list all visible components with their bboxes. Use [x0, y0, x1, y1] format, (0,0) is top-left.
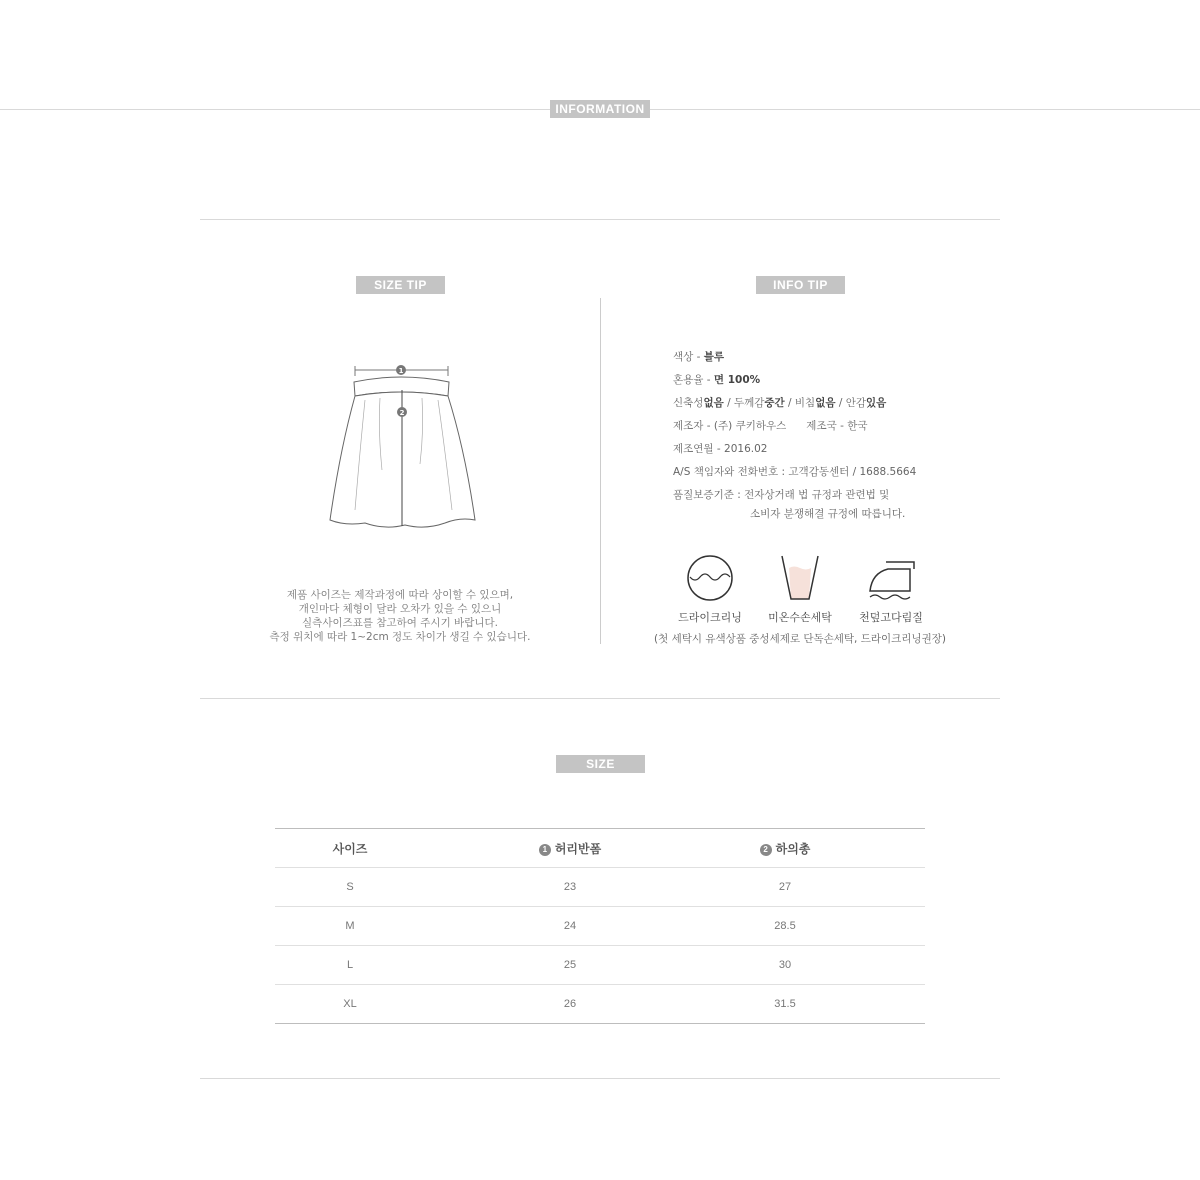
info-date: 제조연월 - 2016.02 — [673, 443, 768, 455]
divider-bottom — [200, 1078, 1000, 1079]
cell-waist: 26 — [425, 985, 715, 1024]
size-table — [275, 828, 925, 1024]
care-iron — [846, 553, 936, 625]
cell-length: 30 — [715, 946, 855, 985]
table-header-row — [275, 829, 925, 868]
care-label: 천덮고다림질 — [859, 611, 923, 624]
info-quality: 품질보증기준 : 전자상거래 법 규정과 관련법 및 — [673, 489, 890, 501]
cell-waist: 25 — [425, 946, 715, 985]
care-note: (첫 세탁시 유색상품 중성세제로 단독손세탁, 드라이크리닝권장) — [654, 633, 946, 645]
care-label: 미온수손세탁 — [768, 611, 832, 624]
marker-1-label: 1 — [398, 367, 404, 375]
size-note — [200, 588, 600, 644]
care-dry-cleaning — [665, 553, 755, 625]
cell-waist: 24 — [425, 907, 715, 946]
info-tip-title: INFO TIP — [756, 276, 845, 294]
info-maker: 제조자 - (주) 쿠키하우스 제조국 - 한국 — [673, 420, 868, 432]
info-quality-cont: 소비자 분쟁해결 규정에 따릅니다. — [750, 508, 906, 520]
cell-length: 31.5 — [715, 985, 855, 1024]
table-row — [275, 946, 925, 985]
header-size: 사이즈 — [275, 829, 425, 868]
size-note-line: 개인마다 체형이 달라 오차가 있을 수 있으니 — [298, 603, 502, 615]
information-title: INFORMATION — [550, 100, 650, 118]
size-note-line: 제품 사이즈는 제작과정에 따라 상이할 수 있으며, — [286, 589, 514, 601]
dry-cleaning-icon — [685, 553, 735, 603]
info-color: 색상 - 블루 — [673, 351, 725, 363]
marker-2-label: 2 — [399, 409, 405, 417]
cell-length: 28.5 — [715, 907, 855, 946]
care-hand-wash — [755, 553, 845, 625]
size-title: SIZE — [556, 755, 645, 773]
info-list — [673, 346, 993, 526]
cell-waist: 23 — [425, 868, 715, 907]
iron-with-cloth-icon — [866, 553, 916, 603]
cell-size: L — [275, 946, 425, 985]
header-waist: 1 허리반폼 — [425, 829, 715, 868]
info-properties: 신축성없음 / 두께감중간 / 비침없음 / 안감있음 — [673, 397, 887, 409]
marker-1-icon: 1 — [539, 844, 551, 856]
cell-size: XL — [275, 985, 425, 1024]
size-note-line: 측정 위치에 따라 1~2cm 정도 차이가 생길 수 있습니다. — [269, 631, 531, 643]
marker-2-icon: 2 — [760, 844, 772, 856]
header-length: 2 하의총 — [715, 829, 855, 868]
table-row — [275, 907, 925, 946]
care-label: 드라이크리닝 — [678, 611, 742, 624]
size-note-line: 실측사이즈표를 참고하여 주시기 바랍니다. — [302, 617, 498, 629]
lukewarm-hand-wash-icon — [775, 553, 825, 603]
column-divider — [600, 298, 601, 644]
divider-middle — [200, 698, 1000, 699]
size-tip-title: SIZE TIP — [356, 276, 445, 294]
table-row — [275, 868, 925, 907]
cell-size: M — [275, 907, 425, 946]
cell-size: S — [275, 868, 425, 907]
skirt-diagram-icon — [320, 360, 480, 530]
divider-top — [200, 219, 1000, 220]
header-spacer — [855, 829, 925, 868]
cell-length: 27 — [715, 868, 855, 907]
info-blend: 혼용율 - 면 100% — [673, 374, 761, 386]
table-row — [275, 985, 925, 1024]
info-as: A/S 책임자와 전화번호 : 고객감동센터 / 1688.5664 — [673, 466, 917, 478]
